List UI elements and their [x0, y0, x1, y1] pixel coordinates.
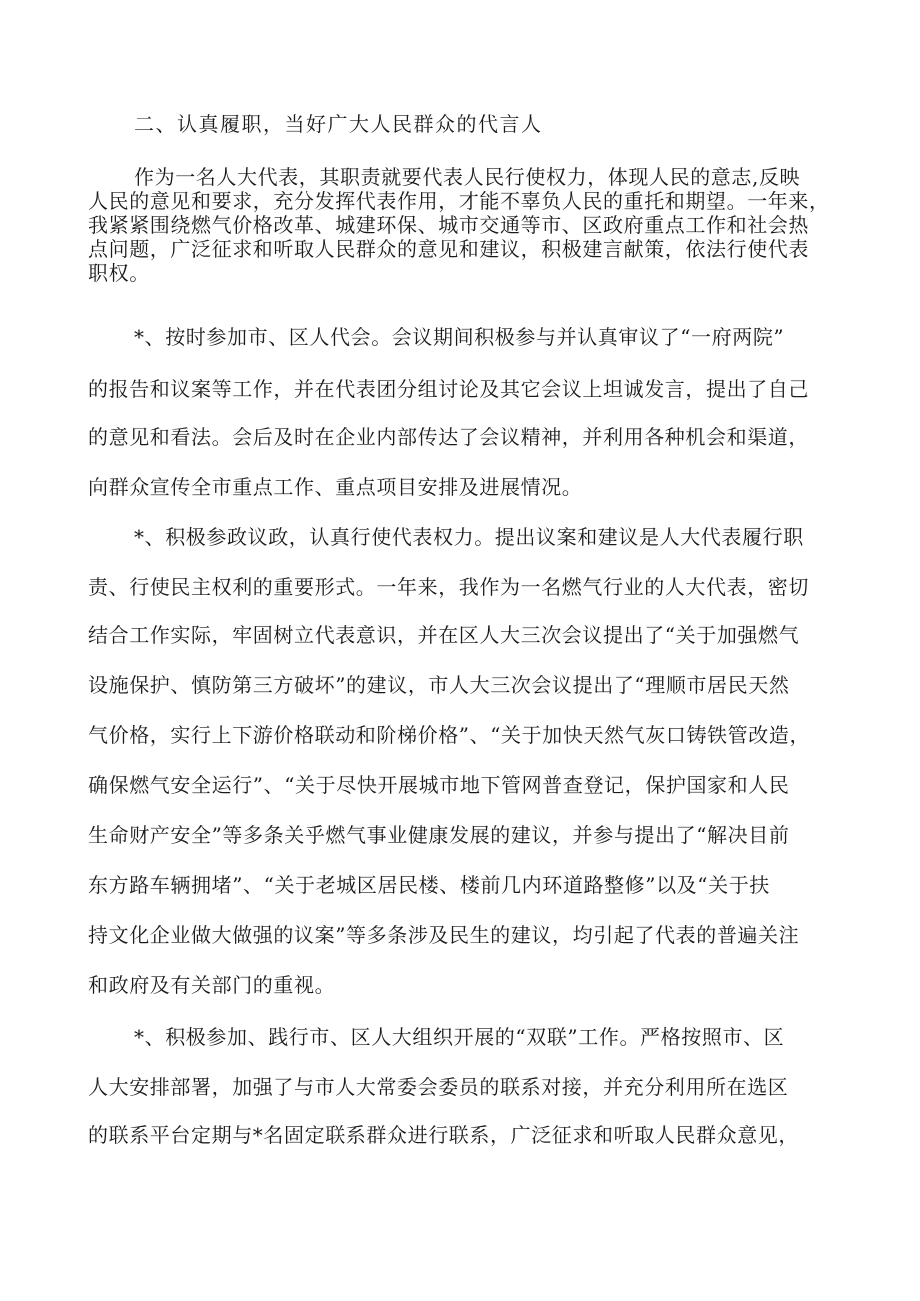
section-heading: 二、认真履职，当好广大人民群众的代言人 — [134, 112, 543, 136]
paragraph-3-line-5: 气价格，实行上下游价格联动和阶梯价格”、“关于加快天然气灰口铸铁管改造， — [88, 723, 811, 747]
paragraph-4-line-2: 人大安排部署，加强了与市人大常委会委员的联系对接，并充分利用所在选区 — [88, 1075, 789, 1099]
paragraph-3-line-10: 和政府及有关部门的重视。 — [88, 973, 336, 997]
paragraph-3-line-1: *、积极参政议政，认真行使代表权力。提出议案和建议是人大代表履行职 — [134, 525, 804, 549]
paragraph-1-line-4: 点问题，广泛征求和听取人民群众的意见和建议，积极建言献策，依法行使代表 — [88, 237, 809, 261]
paragraph-2-line-1: *、按时参加市、区人代会。会议期间积极参与并认真审议了“一府两院” — [134, 325, 785, 349]
paragraph-1-line-3: 我紧紧围绕燃气价格改革、城建环保、城市交通等市、区政府重点工作和社会热 — [88, 213, 809, 237]
paragraph-2-line-4: 向群众宣传全市重点工作、重点项目安排及进展情况。 — [88, 475, 583, 499]
paragraph-1-line-2: 人民的意见和要求，充分发挥代表作用，才能不辜负人民的重托和期望。一年来， — [88, 189, 830, 213]
paragraph-3-line-7: 生命财产安全”等多条关乎燃气事业健康发展的建议，并参与提出了“解决目前 — [88, 823, 790, 847]
paragraph-1-line-1: 作为一名人大代表，其职责就要代表人民行使权力，体现人民的意志,反映 — [134, 165, 801, 189]
paragraph-1-line-5: 职权。 — [88, 261, 150, 285]
paragraph-3-line-9: 持文化企业做大做强的议案”等多条涉及民生的建议，均引起了代表的普遍关注 — [88, 923, 800, 947]
paragraph-4-line-1: *、积极参加、践行市、区人大组织开展的“双联”工作。严格按照市、区 — [134, 1025, 785, 1049]
paragraph-3-line-8: 东方路车辆拥堵”、“关于老城区居民楼、楼前几内环道路整修”以及“关于扶 — [88, 873, 770, 897]
paragraph-2-line-2: 的报告和议案等工作，并在代表团分组讨论及其它会议上坦诚发言，提出了自己 — [88, 377, 809, 401]
paragraph-3-line-2: 责、行使民主权利的重要形式。一年来，我作为一名燃气行业的人大代表，密切 — [88, 575, 809, 599]
paragraph-2-line-3: 的意见和看法。会后及时在企业内部传达了会议精神，并利用各种机会和渠道， — [88, 425, 809, 449]
paragraph-3-line-6: 确保燃气安全运行”、“关于尽快开展城市地下管网普查登记，保护国家和人民 — [88, 773, 790, 797]
paragraph-3-line-4: 设施保护、慎防第三方破坏”的建议，市人大三次会议提出了“理顺市居民天然 — [88, 673, 790, 697]
paragraph-4-line-3: 的联系平台定期与*名固定联系群众进行联系，广泛征求和听取人民群众意见， — [88, 1123, 799, 1147]
paragraph-3-line-3: 结合工作实际，牢固树立代表意识，并在区人大三次会议提出了“关于加强燃气 — [88, 623, 800, 647]
